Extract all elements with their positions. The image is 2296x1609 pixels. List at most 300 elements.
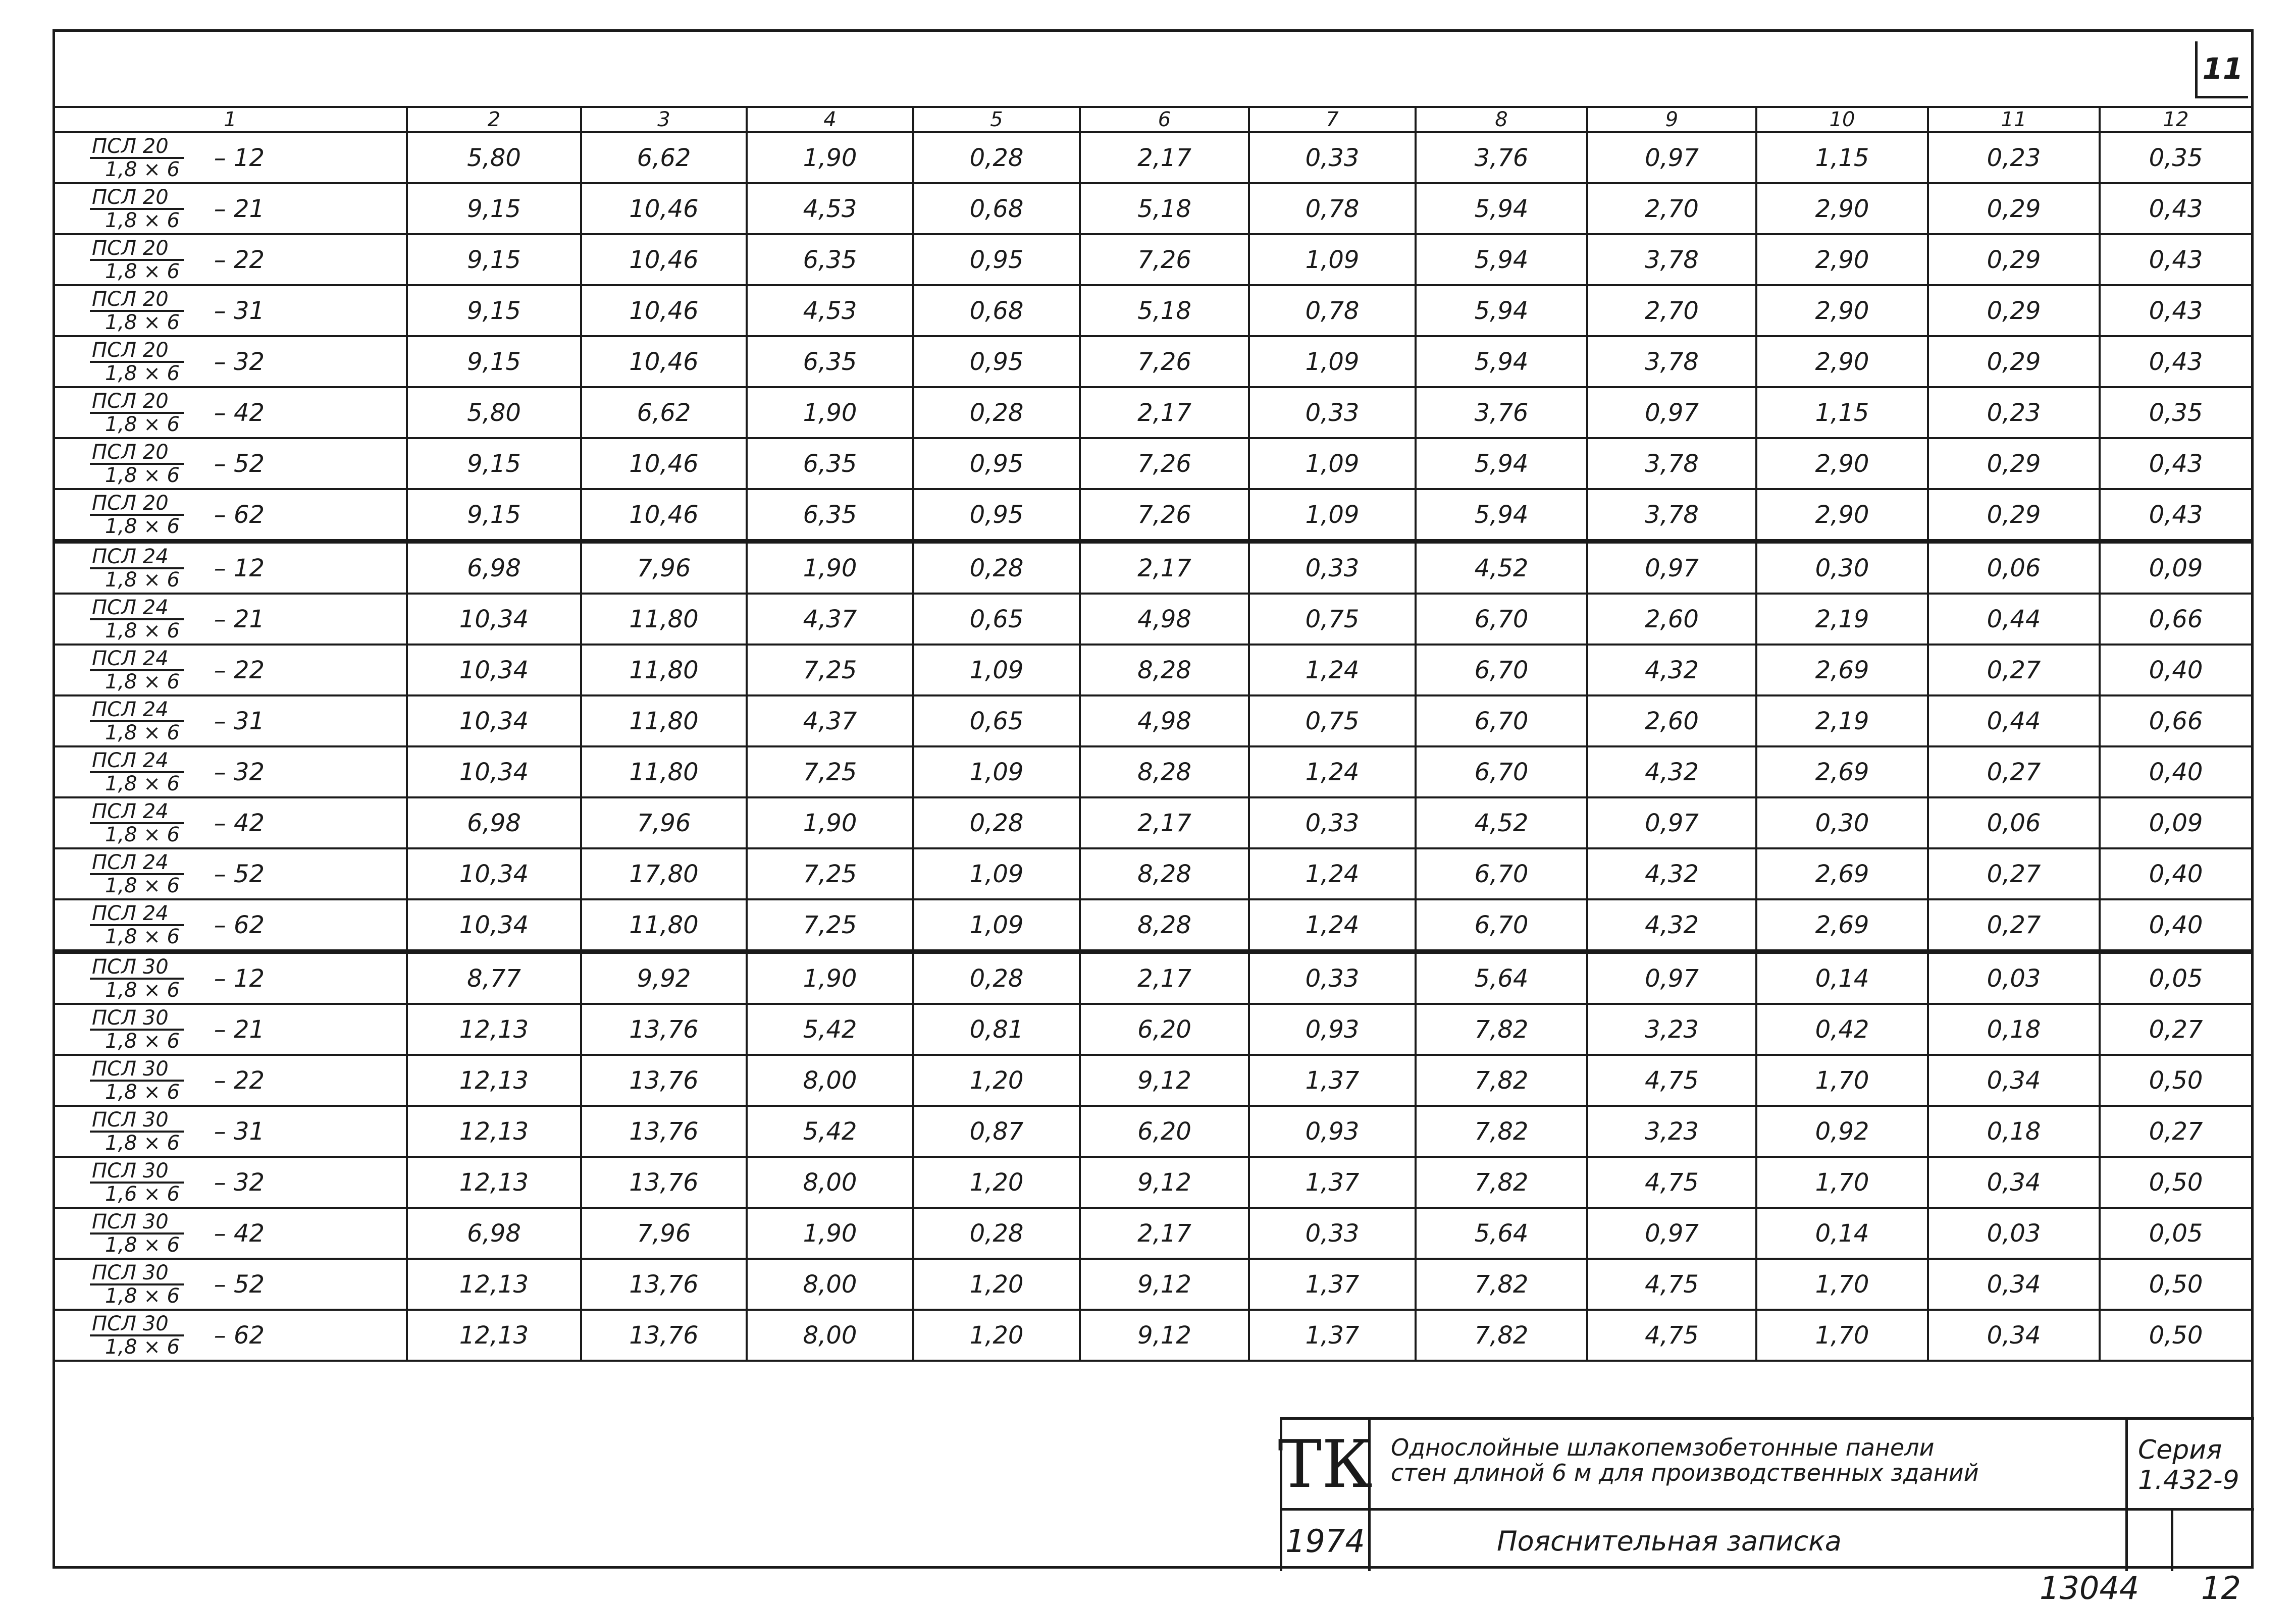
panel-mark-cell bbox=[54, 542, 407, 594]
value-cell-col-11: 0,18 bbox=[1928, 1106, 2100, 1157]
value-cell-col-12: 0,40 bbox=[2100, 746, 2252, 797]
value-cell-col-5: 0,28 bbox=[913, 797, 1080, 848]
value-cell-col-3: 13,76 bbox=[581, 1055, 747, 1106]
value-cell-col-2: 12,13 bbox=[407, 1310, 581, 1361]
value-cell-col-10: 2,90 bbox=[1756, 183, 1928, 234]
value-cell-col-10: 0,14 bbox=[1756, 952, 1928, 1004]
value-cell-col-7: 0,93 bbox=[1249, 1004, 1416, 1055]
panel-type: ПСЛ 24 bbox=[90, 750, 184, 773]
value-cell-col-6: 9,12 bbox=[1080, 1259, 1249, 1310]
panel-mark-cell bbox=[54, 1259, 407, 1310]
panel-mark bbox=[90, 597, 184, 641]
panel-variant: – 32 bbox=[214, 347, 265, 376]
value-cell-col-7: 1,37 bbox=[1249, 1259, 1416, 1310]
value-cell-col-4: 1,90 bbox=[747, 542, 913, 594]
panel-type: ПСЛ 24 bbox=[90, 801, 184, 824]
value-cell-col-11: 0,27 bbox=[1928, 645, 2100, 695]
value-cell-col-2: 10,34 bbox=[407, 594, 581, 645]
table-row bbox=[54, 848, 2252, 899]
value-cell-col-8: 7,82 bbox=[1416, 1055, 1587, 1106]
value-cell-col-7: 0,33 bbox=[1249, 132, 1416, 183]
value-cell-col-3: 10,46 bbox=[581, 234, 747, 285]
table-row bbox=[54, 132, 2252, 183]
panel-mark bbox=[90, 546, 184, 591]
series-value: 1.432-9 bbox=[2138, 1465, 2239, 1495]
value-cell-col-6: 7,26 bbox=[1080, 489, 1249, 542]
panel-mark bbox=[90, 187, 184, 231]
value-cell-col-3: 17,80 bbox=[581, 848, 747, 899]
value-cell-col-12: 0,05 bbox=[2100, 1208, 2252, 1259]
panel-variant: – 12 bbox=[214, 554, 265, 582]
value-cell-col-7: 0,78 bbox=[1249, 183, 1416, 234]
value-cell-col-5: 1,09 bbox=[913, 746, 1080, 797]
panel-variant: – 22 bbox=[214, 245, 265, 274]
value-cell-col-2: 9,15 bbox=[407, 183, 581, 234]
value-cell-col-7: 0,93 bbox=[1249, 1106, 1416, 1157]
value-cell-col-5: 0,68 bbox=[913, 285, 1080, 336]
title-block-cell bbox=[2173, 1511, 2254, 1571]
value-cell-col-5: 0,28 bbox=[913, 387, 1080, 438]
value-cell-col-2: 10,34 bbox=[407, 645, 581, 695]
table-row bbox=[54, 387, 2252, 438]
value-cell-col-10: 0,30 bbox=[1756, 542, 1928, 594]
value-cell-col-4: 4,37 bbox=[747, 695, 913, 746]
value-cell-col-11: 0,06 bbox=[1928, 542, 2100, 594]
value-cell-col-2: 9,15 bbox=[407, 489, 581, 542]
value-cell-col-5: 1,09 bbox=[913, 899, 1080, 952]
value-cell-col-2: 12,13 bbox=[407, 1157, 581, 1208]
value-cell-col-10: 2,90 bbox=[1756, 438, 1928, 489]
value-cell-col-6: 7,26 bbox=[1080, 234, 1249, 285]
value-cell-col-2: 12,13 bbox=[407, 1055, 581, 1106]
table-row bbox=[54, 542, 2252, 594]
value-cell-col-2: 6,98 bbox=[407, 797, 581, 848]
value-cell-col-8: 6,70 bbox=[1416, 899, 1587, 952]
value-cell-col-12: 0,50 bbox=[2100, 1259, 2252, 1310]
panel-size: 1,8 × 6 bbox=[105, 361, 180, 385]
value-cell-col-4: 4,53 bbox=[747, 183, 913, 234]
value-cell-col-9: 0,97 bbox=[1587, 797, 1756, 848]
table-row bbox=[54, 285, 2252, 336]
panel-type: ПСЛ 30 bbox=[90, 1262, 184, 1285]
value-cell-col-9: 0,97 bbox=[1587, 1208, 1756, 1259]
value-cell-col-9: 4,32 bbox=[1587, 899, 1756, 952]
panel-size: 1,8 × 6 bbox=[105, 925, 180, 948]
value-cell-col-7: 1,24 bbox=[1249, 645, 1416, 695]
panel-type: ПСЛ 30 bbox=[90, 1109, 184, 1133]
panel-mark bbox=[90, 1058, 184, 1103]
value-cell-col-6: 2,17 bbox=[1080, 797, 1249, 848]
value-cell-col-3: 7,96 bbox=[581, 797, 747, 848]
panel-size: 1,8 × 6 bbox=[105, 874, 180, 897]
value-cell-col-6: 2,17 bbox=[1080, 387, 1249, 438]
column-header-7: 7 bbox=[1249, 107, 1416, 132]
value-cell-col-5: 1,09 bbox=[913, 848, 1080, 899]
value-cell-col-2: 12,13 bbox=[407, 1004, 581, 1055]
panel-type: ПСЛ 20 bbox=[90, 238, 184, 261]
panel-type: ПСЛ 20 bbox=[90, 340, 184, 363]
panel-size: 1,8 × 6 bbox=[105, 1029, 180, 1053]
value-cell-col-3: 11,80 bbox=[581, 594, 747, 645]
value-cell-col-7: 0,78 bbox=[1249, 285, 1416, 336]
value-cell-col-5: 1,09 bbox=[913, 645, 1080, 695]
panel-mark-cell bbox=[54, 336, 407, 387]
value-cell-col-9: 0,97 bbox=[1587, 542, 1756, 594]
value-cell-col-10: 2,90 bbox=[1756, 489, 1928, 542]
value-cell-col-5: 0,28 bbox=[913, 542, 1080, 594]
table-row bbox=[54, 489, 2252, 542]
value-cell-col-4: 6,35 bbox=[747, 336, 913, 387]
value-cell-col-9: 2,60 bbox=[1587, 695, 1756, 746]
panel-type: ПСЛ 20 bbox=[90, 136, 184, 159]
panel-variant: – 31 bbox=[214, 1117, 265, 1146]
value-cell-col-5: 0,28 bbox=[913, 132, 1080, 183]
panel-variant: – 32 bbox=[214, 1168, 265, 1197]
value-cell-col-9: 4,32 bbox=[1587, 645, 1756, 695]
value-cell-col-10: 2,69 bbox=[1756, 848, 1928, 899]
panel-mark-cell bbox=[54, 645, 407, 695]
value-cell-col-5: 0,95 bbox=[913, 234, 1080, 285]
value-cell-col-5: 0,81 bbox=[913, 1004, 1080, 1055]
panel-mark bbox=[90, 903, 184, 947]
value-cell-col-8: 7,82 bbox=[1416, 1310, 1587, 1361]
value-cell-col-4: 5,42 bbox=[747, 1106, 913, 1157]
table-row bbox=[54, 438, 2252, 489]
panel-mark-cell bbox=[54, 594, 407, 645]
value-cell-col-9: 3,78 bbox=[1587, 336, 1756, 387]
value-cell-col-7: 1,37 bbox=[1249, 1055, 1416, 1106]
value-cell-col-9: 4,75 bbox=[1587, 1310, 1756, 1361]
value-cell-col-3: 7,96 bbox=[581, 542, 747, 594]
value-cell-col-5: 0,95 bbox=[913, 336, 1080, 387]
value-cell-col-4: 6,35 bbox=[747, 489, 913, 542]
value-cell-col-10: 2,69 bbox=[1756, 645, 1928, 695]
value-cell-col-4: 7,25 bbox=[747, 746, 913, 797]
value-cell-col-3: 10,46 bbox=[581, 183, 747, 234]
value-cell-col-4: 4,53 bbox=[747, 285, 913, 336]
value-cell-col-6: 5,18 bbox=[1080, 183, 1249, 234]
panel-mark bbox=[90, 136, 184, 180]
value-cell-col-3: 10,46 bbox=[581, 285, 747, 336]
value-cell-col-3: 9,92 bbox=[581, 952, 747, 1004]
panel-variant: – 32 bbox=[214, 758, 265, 786]
value-cell-col-8: 5,94 bbox=[1416, 234, 1587, 285]
panel-mark bbox=[90, 238, 184, 282]
value-cell-col-8: 5,94 bbox=[1416, 285, 1587, 336]
panel-mark-cell bbox=[54, 848, 407, 899]
value-cell-col-5: 0,68 bbox=[913, 183, 1080, 234]
panel-type: ПСЛ 30 bbox=[90, 956, 184, 980]
value-cell-col-10: 2,69 bbox=[1756, 746, 1928, 797]
document-name: Пояснительная записка bbox=[1371, 1511, 2128, 1571]
value-cell-col-12: 0,35 bbox=[2100, 387, 2252, 438]
panel-size: 1,8 × 6 bbox=[105, 463, 180, 487]
value-cell-col-11: 0,34 bbox=[1928, 1157, 2100, 1208]
value-cell-col-11: 0,34 bbox=[1928, 1310, 2100, 1361]
value-cell-col-4: 1,90 bbox=[747, 797, 913, 848]
value-cell-col-11: 0,29 bbox=[1928, 183, 2100, 234]
panel-variant: – 21 bbox=[214, 605, 265, 633]
value-cell-col-10: 0,92 bbox=[1756, 1106, 1928, 1157]
value-cell-col-4: 7,25 bbox=[747, 899, 913, 952]
value-cell-col-9: 4,32 bbox=[1587, 746, 1756, 797]
table-row bbox=[54, 183, 2252, 234]
archive-number: 13044 bbox=[2040, 1570, 2140, 1606]
value-cell-col-9: 4,75 bbox=[1587, 1157, 1756, 1208]
value-cell-col-3: 6,62 bbox=[581, 387, 747, 438]
panel-size: 1,8 × 6 bbox=[105, 514, 180, 538]
panel-type: ПСЛ 20 bbox=[90, 391, 184, 414]
value-cell-col-6: 9,12 bbox=[1080, 1310, 1249, 1361]
value-cell-col-8: 5,64 bbox=[1416, 952, 1587, 1004]
series-label: Серия bbox=[2138, 1435, 2222, 1465]
panel-mark bbox=[90, 442, 184, 486]
panel-variant: – 21 bbox=[214, 194, 265, 223]
panel-variant: – 62 bbox=[214, 500, 265, 529]
value-cell-col-11: 0,34 bbox=[1928, 1055, 2100, 1106]
value-cell-col-7: 1,37 bbox=[1249, 1310, 1416, 1361]
value-cell-col-8: 3,76 bbox=[1416, 387, 1587, 438]
value-cell-col-3: 11,80 bbox=[581, 899, 747, 952]
panel-mark bbox=[90, 340, 184, 384]
table-row bbox=[54, 1208, 2252, 1259]
panel-type: ПСЛ 20 bbox=[90, 289, 184, 312]
value-cell-col-9: 2,60 bbox=[1587, 594, 1756, 645]
value-cell-col-2: 5,80 bbox=[407, 132, 581, 183]
column-header-4: 4 bbox=[747, 107, 913, 132]
column-header-8: 8 bbox=[1416, 107, 1587, 132]
table-row bbox=[54, 695, 2252, 746]
table-row bbox=[54, 594, 2252, 645]
value-cell-col-3: 13,76 bbox=[581, 1004, 747, 1055]
panel-size: 1,8 × 6 bbox=[105, 721, 180, 744]
value-cell-col-12: 0,40 bbox=[2100, 848, 2252, 899]
table-row bbox=[54, 1259, 2252, 1310]
value-cell-col-11: 0,29 bbox=[1928, 234, 2100, 285]
value-cell-col-9: 3,78 bbox=[1587, 234, 1756, 285]
panel-mark-cell bbox=[54, 695, 407, 746]
value-cell-col-4: 8,00 bbox=[747, 1310, 913, 1361]
panel-type: ПСЛ 30 bbox=[90, 1160, 184, 1184]
panel-type: ПСЛ 24 bbox=[90, 597, 184, 620]
value-cell-col-3: 13,76 bbox=[581, 1106, 747, 1157]
value-cell-col-10: 2,19 bbox=[1756, 594, 1928, 645]
value-cell-col-10: 1,70 bbox=[1756, 1259, 1928, 1310]
panel-mark bbox=[90, 1160, 184, 1205]
value-cell-col-5: 0,65 bbox=[913, 594, 1080, 645]
value-cell-col-6: 7,26 bbox=[1080, 438, 1249, 489]
panel-type: ПСЛ 30 bbox=[90, 1313, 184, 1336]
value-cell-col-9: 4,75 bbox=[1587, 1259, 1756, 1310]
value-cell-col-8: 6,70 bbox=[1416, 645, 1587, 695]
value-cell-col-8: 6,70 bbox=[1416, 695, 1587, 746]
column-header-11: 11 bbox=[1928, 107, 2100, 132]
value-cell-col-10: 2,90 bbox=[1756, 336, 1928, 387]
panel-type: ПСЛ 20 bbox=[90, 442, 184, 465]
panel-size: 1,8 × 6 bbox=[105, 823, 180, 846]
column-header-10: 10 bbox=[1756, 107, 1928, 132]
column-header-6: 6 bbox=[1080, 107, 1249, 132]
value-cell-col-5: 0,87 bbox=[913, 1106, 1080, 1157]
table-row bbox=[54, 1055, 2252, 1106]
value-cell-col-7: 1,24 bbox=[1249, 899, 1416, 952]
value-cell-col-10: 1,70 bbox=[1756, 1310, 1928, 1361]
column-header-5: 5 bbox=[913, 107, 1080, 132]
panel-mark bbox=[90, 1262, 184, 1307]
value-cell-col-3: 11,80 bbox=[581, 746, 747, 797]
panel-variant: – 21 bbox=[214, 1015, 265, 1044]
value-cell-col-8: 7,82 bbox=[1416, 1106, 1587, 1157]
value-cell-col-12: 0,40 bbox=[2100, 645, 2252, 695]
value-cell-col-12: 0,66 bbox=[2100, 594, 2252, 645]
panel-type: ПСЛ 24 bbox=[90, 852, 184, 875]
value-cell-col-12: 0,09 bbox=[2100, 542, 2252, 594]
value-cell-col-4: 1,90 bbox=[747, 952, 913, 1004]
panel-variant: – 42 bbox=[214, 398, 265, 427]
value-cell-col-8: 5,94 bbox=[1416, 183, 1587, 234]
value-cell-col-7: 0,33 bbox=[1249, 542, 1416, 594]
panel-type: ПСЛ 30 bbox=[90, 1211, 184, 1235]
value-cell-col-8: 4,52 bbox=[1416, 797, 1587, 848]
value-cell-col-6: 2,17 bbox=[1080, 542, 1249, 594]
column-header-12: 12 bbox=[2100, 107, 2252, 132]
value-cell-col-4: 6,35 bbox=[747, 234, 913, 285]
value-cell-col-7: 1,09 bbox=[1249, 336, 1416, 387]
panel-mark bbox=[90, 801, 184, 845]
value-cell-col-7: 1,37 bbox=[1249, 1157, 1416, 1208]
panel-mark-cell bbox=[54, 746, 407, 797]
value-cell-col-4: 1,90 bbox=[747, 387, 913, 438]
panel-mark-cell bbox=[54, 285, 407, 336]
value-cell-col-12: 0,66 bbox=[2100, 695, 2252, 746]
value-cell-col-8: 5,94 bbox=[1416, 336, 1587, 387]
value-cell-col-12: 0,50 bbox=[2100, 1157, 2252, 1208]
value-cell-col-10: 2,19 bbox=[1756, 695, 1928, 746]
panel-size: 1,8 × 6 bbox=[105, 772, 180, 795]
table-row bbox=[54, 952, 2252, 1004]
panel-type: ПСЛ 24 bbox=[90, 648, 184, 671]
value-cell-col-4: 4,37 bbox=[747, 594, 913, 645]
panel-size: 1,8 × 6 bbox=[105, 670, 180, 693]
value-cell-col-8: 5,94 bbox=[1416, 489, 1587, 542]
panel-mark bbox=[90, 493, 184, 537]
value-cell-col-11: 0,23 bbox=[1928, 387, 2100, 438]
panel-variant: – 42 bbox=[214, 1219, 265, 1248]
panel-mark bbox=[90, 1007, 184, 1052]
value-cell-col-6: 5,18 bbox=[1080, 285, 1249, 336]
panel-mark-cell bbox=[54, 438, 407, 489]
value-cell-col-10: 0,30 bbox=[1756, 797, 1928, 848]
panel-mark bbox=[90, 1109, 184, 1154]
value-cell-col-6: 6,20 bbox=[1080, 1106, 1249, 1157]
value-cell-col-4: 6,35 bbox=[747, 438, 913, 489]
panel-type: ПСЛ 30 bbox=[90, 1007, 184, 1031]
panel-size: 1,8 × 6 bbox=[105, 259, 180, 283]
value-cell-col-2: 6,98 bbox=[407, 542, 581, 594]
value-cell-col-9: 3,23 bbox=[1587, 1106, 1756, 1157]
panel-variant: – 31 bbox=[214, 296, 265, 325]
value-cell-col-2: 6,98 bbox=[407, 1208, 581, 1259]
value-cell-col-3: 10,46 bbox=[581, 336, 747, 387]
panel-size: 1,8 × 6 bbox=[105, 310, 180, 334]
value-cell-col-5: 0,65 bbox=[913, 695, 1080, 746]
series bbox=[2128, 1420, 2254, 1511]
panel-mark bbox=[90, 699, 184, 743]
value-cell-col-9: 0,97 bbox=[1587, 387, 1756, 438]
panel-variant: – 62 bbox=[214, 910, 265, 939]
title-line-2: стен длиной 6 м для производственных зданий bbox=[1391, 1459, 1979, 1486]
value-cell-col-12: 0,43 bbox=[2100, 183, 2252, 234]
column-header-2: 2 bbox=[407, 107, 581, 132]
panel-size: 1,8 × 6 bbox=[105, 412, 180, 436]
value-cell-col-10: 1,15 bbox=[1756, 387, 1928, 438]
value-cell-col-6: 4,98 bbox=[1080, 695, 1249, 746]
value-cell-col-12: 0,43 bbox=[2100, 489, 2252, 542]
panel-size: 1,8 × 6 bbox=[105, 1335, 180, 1359]
panel-size: 1,8 × 6 bbox=[105, 1131, 180, 1155]
value-cell-col-3: 6,62 bbox=[581, 132, 747, 183]
value-cell-col-5: 0,95 bbox=[913, 438, 1080, 489]
panel-mark-cell bbox=[54, 183, 407, 234]
panel-mark-cell bbox=[54, 797, 407, 848]
panel-size: 1,8 × 6 bbox=[105, 568, 180, 592]
value-cell-col-9: 2,70 bbox=[1587, 285, 1756, 336]
table-row bbox=[54, 797, 2252, 848]
title-line-1: Однослойные шлакопемзобетонные панели bbox=[1391, 1434, 1935, 1461]
value-cell-col-10: 2,69 bbox=[1756, 899, 1928, 952]
panel-mark bbox=[90, 391, 184, 435]
value-cell-col-12: 0,50 bbox=[2100, 1310, 2252, 1361]
value-cell-col-3: 11,80 bbox=[581, 645, 747, 695]
panel-size: 1,6 × 6 bbox=[105, 1182, 180, 1206]
panel-variant: – 52 bbox=[214, 1270, 265, 1299]
value-cell-col-5: 1,20 bbox=[913, 1157, 1080, 1208]
value-cell-col-11: 0,29 bbox=[1928, 438, 2100, 489]
panel-type: ПСЛ 30 bbox=[90, 1058, 184, 1082]
value-cell-col-6: 9,12 bbox=[1080, 1157, 1249, 1208]
panel-mark-cell bbox=[54, 234, 407, 285]
value-cell-col-9: 4,75 bbox=[1587, 1055, 1756, 1106]
value-cell-col-9: 4,32 bbox=[1587, 848, 1756, 899]
value-cell-col-11: 0,03 bbox=[1928, 952, 2100, 1004]
panel-mark-cell bbox=[54, 132, 407, 183]
value-cell-col-11: 0,29 bbox=[1928, 285, 2100, 336]
panel-variant: – 52 bbox=[214, 449, 265, 478]
value-cell-col-6: 4,98 bbox=[1080, 594, 1249, 645]
value-cell-col-8: 7,82 bbox=[1416, 1157, 1587, 1208]
panel-variant: – 42 bbox=[214, 809, 265, 837]
value-cell-col-4: 7,25 bbox=[747, 848, 913, 899]
column-header-row bbox=[54, 107, 2252, 132]
value-cell-col-5: 1,20 bbox=[913, 1259, 1080, 1310]
value-cell-col-12: 0,43 bbox=[2100, 234, 2252, 285]
panel-size: 1,8 × 6 bbox=[105, 208, 180, 232]
value-cell-col-11: 0,29 bbox=[1928, 489, 2100, 542]
value-cell-col-2: 5,80 bbox=[407, 387, 581, 438]
panel-mark-cell bbox=[54, 1310, 407, 1361]
value-cell-col-8: 5,64 bbox=[1416, 1208, 1587, 1259]
value-cell-col-6: 8,28 bbox=[1080, 645, 1249, 695]
panel-mark-cell bbox=[54, 387, 407, 438]
value-cell-col-8: 6,70 bbox=[1416, 746, 1587, 797]
panel-mark-cell bbox=[54, 489, 407, 542]
value-cell-col-11: 0,44 bbox=[1928, 594, 2100, 645]
panel-mark bbox=[90, 648, 184, 692]
value-cell-col-6: 8,28 bbox=[1080, 899, 1249, 952]
value-cell-col-2: 9,15 bbox=[407, 336, 581, 387]
value-cell-col-3: 13,76 bbox=[581, 1259, 747, 1310]
panel-mark-cell bbox=[54, 1208, 407, 1259]
